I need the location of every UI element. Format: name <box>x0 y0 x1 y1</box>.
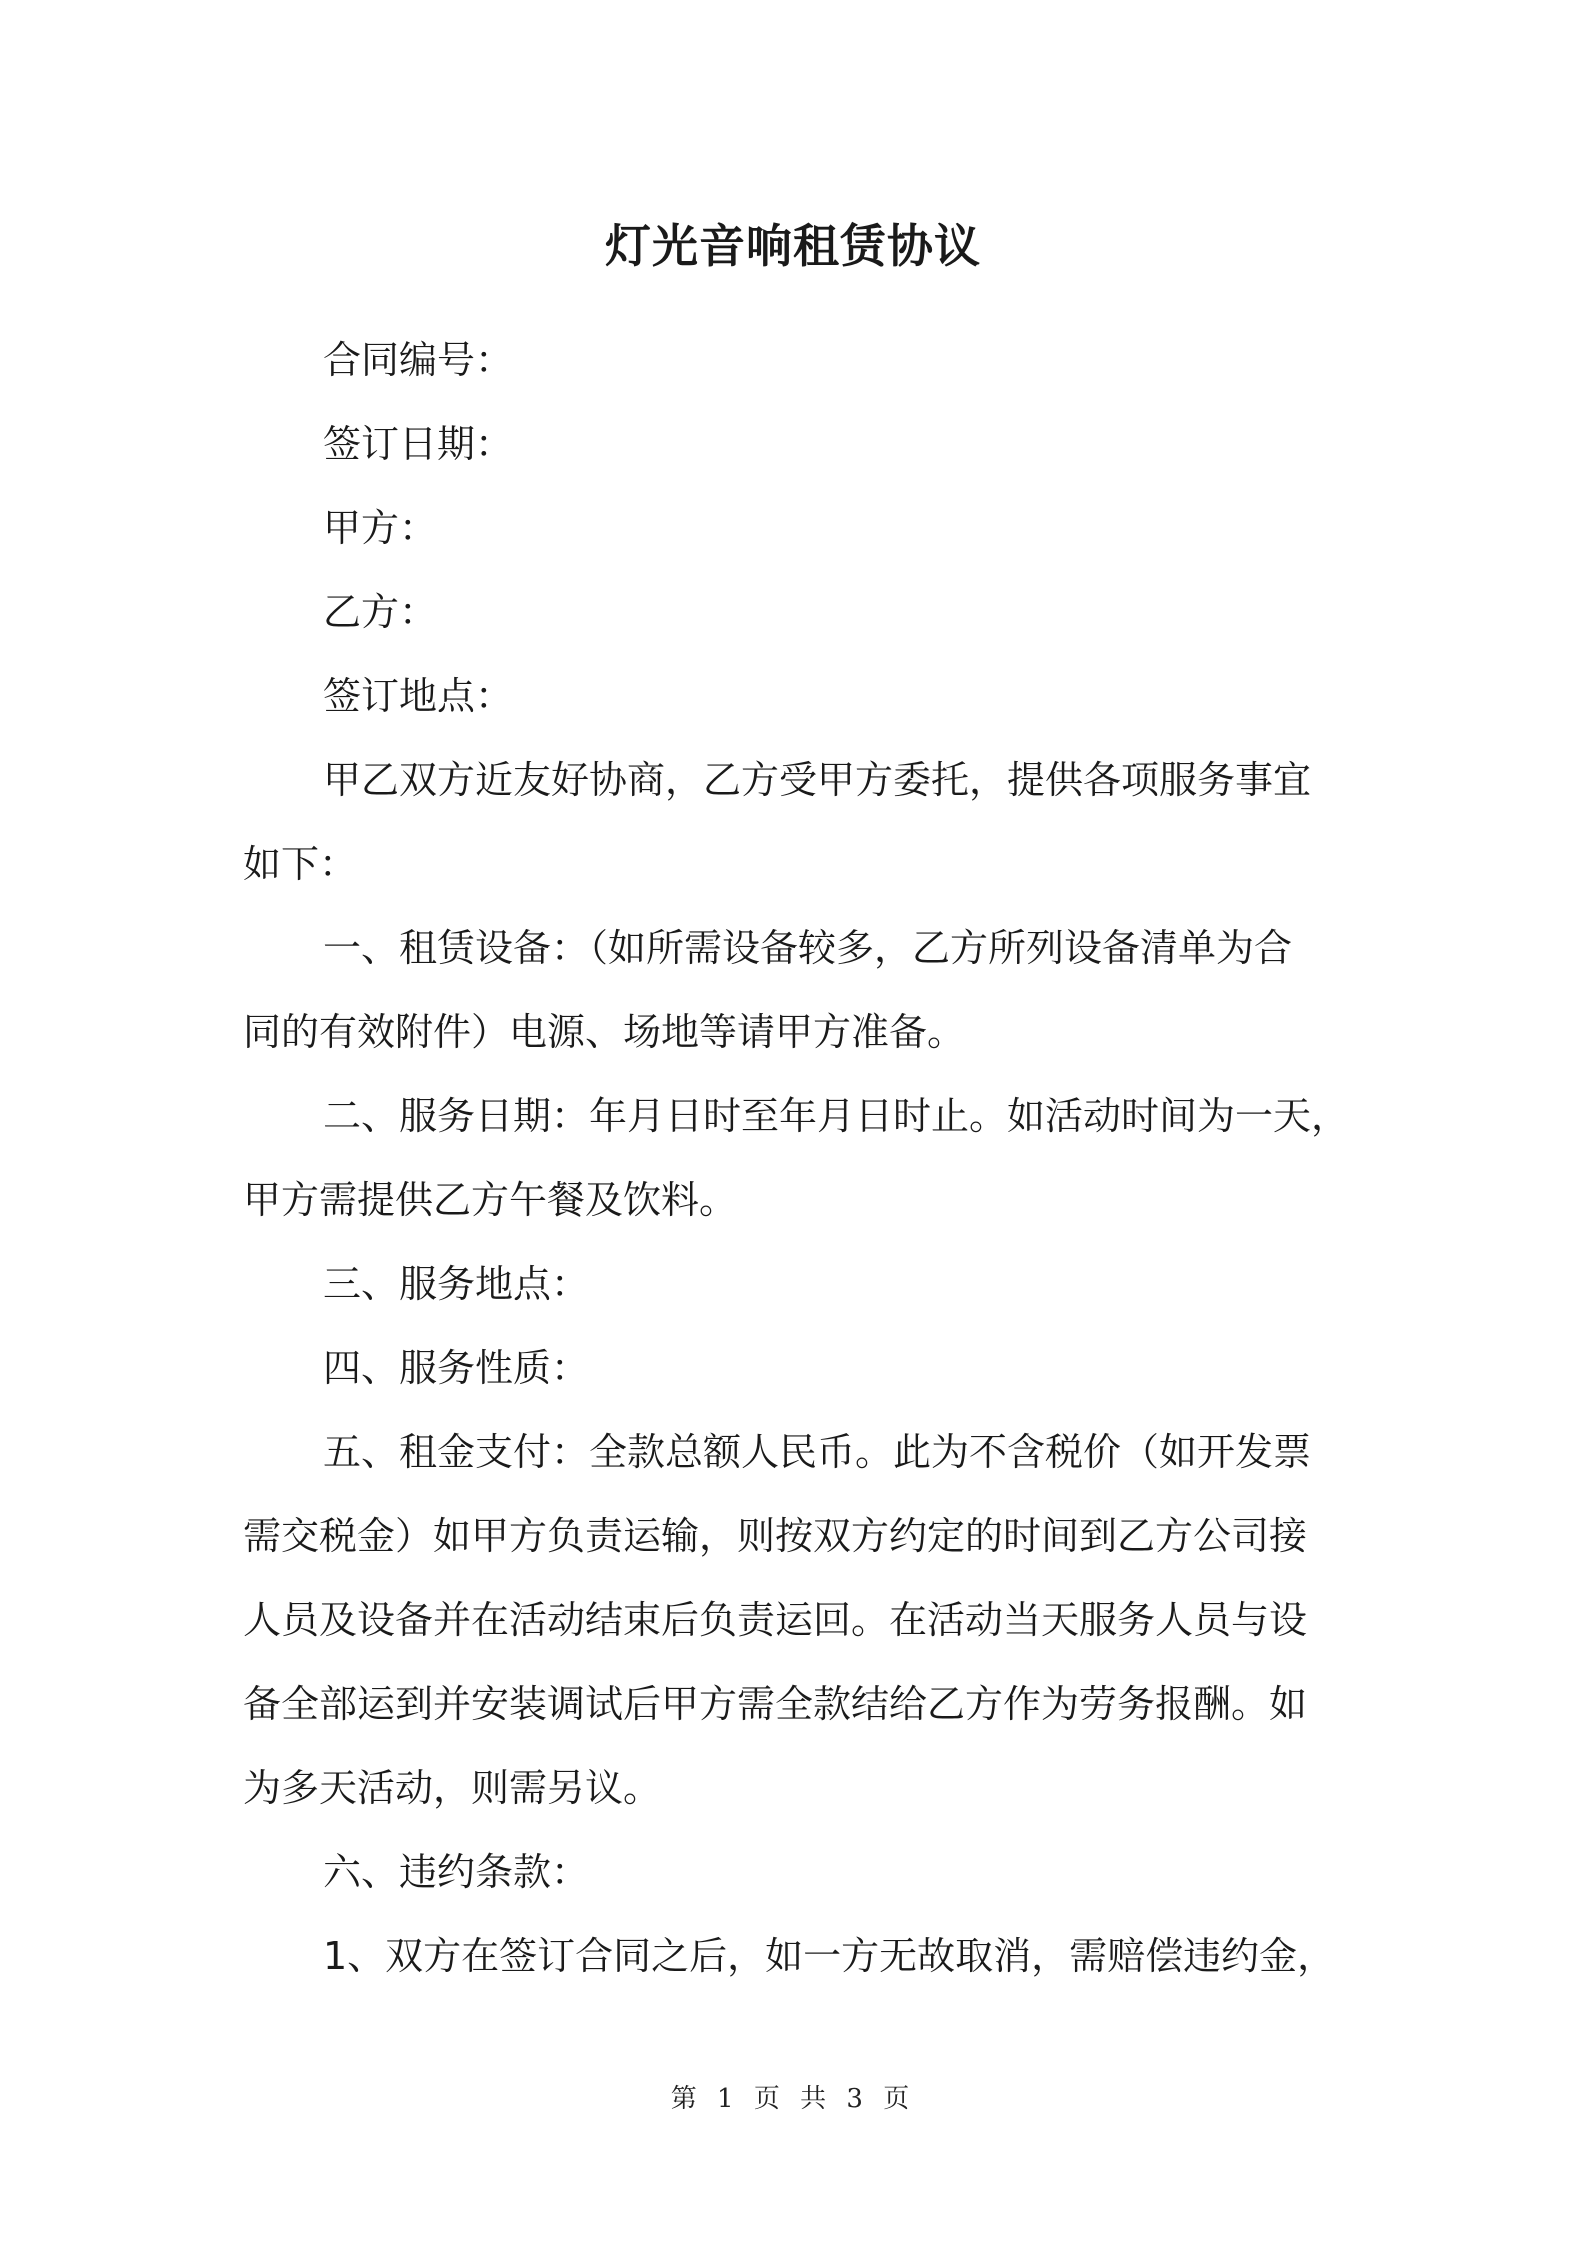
clause-5-line-5: 为多天活动，则需另议。 <box>243 1766 662 1810</box>
clause-6-item-1: 1、双方在签订合同之后，如一方无故取消，需赔偿违约金， <box>323 1934 1336 1978</box>
page-footer: 第 1 页 共 3 页 <box>670 2084 916 2114</box>
field-party-b: 乙方： <box>323 590 438 634</box>
paragraph-intro-line-2: 如下： <box>243 842 358 886</box>
field-signing-place: 签订地点： <box>323 674 514 718</box>
field-contract-number: 合同编号： <box>323 338 514 382</box>
paragraph-intro-line-1: 甲乙双方近友好协商，乙方受甲方委托，提供各项服务事宜 <box>323 758 1312 802</box>
clause-5-line-2: 需交税金）如甲方负责运输，则按双方约定的时间到乙方公司接 <box>243 1514 1308 1558</box>
clause-1-line-1: 一、租赁设备：（如所需设备较多，乙方所列设备清单为合 <box>323 926 1293 970</box>
field-signing-date: 签订日期： <box>323 422 514 466</box>
field-party-a: 甲方： <box>323 506 438 550</box>
clause-2-line-2: 甲方需提供乙方午餐及饮料。 <box>243 1178 738 1222</box>
document-body <box>243 318 1353 1998</box>
document-title: 灯光音响租赁协议 <box>605 219 981 273</box>
clause-4: 四、服务性质： <box>323 1346 590 1390</box>
clause-1-line-2: 同的有效附件）电源、场地等请甲方准备。 <box>243 1010 966 1054</box>
clause-5-line-4: 备全部运到并安装调试后甲方需全款结给乙方作为劳务报酬。如 <box>243 1682 1308 1726</box>
clause-5-line-1: 五、租金支付：全款总额人民币。此为不含税价（如开发票 <box>323 1430 1312 1474</box>
clause-3: 三、服务地点： <box>323 1262 590 1306</box>
clause-6: 六、违约条款： <box>323 1850 590 1894</box>
clause-2-line-1: 二、服务日期：年月日时至年月日时止。如活动时间为一天， <box>323 1094 1350 1138</box>
clause-5-line-3: 人员及设备并在活动结束后负责运回。在活动当天服务人员与设 <box>243 1598 1308 1642</box>
